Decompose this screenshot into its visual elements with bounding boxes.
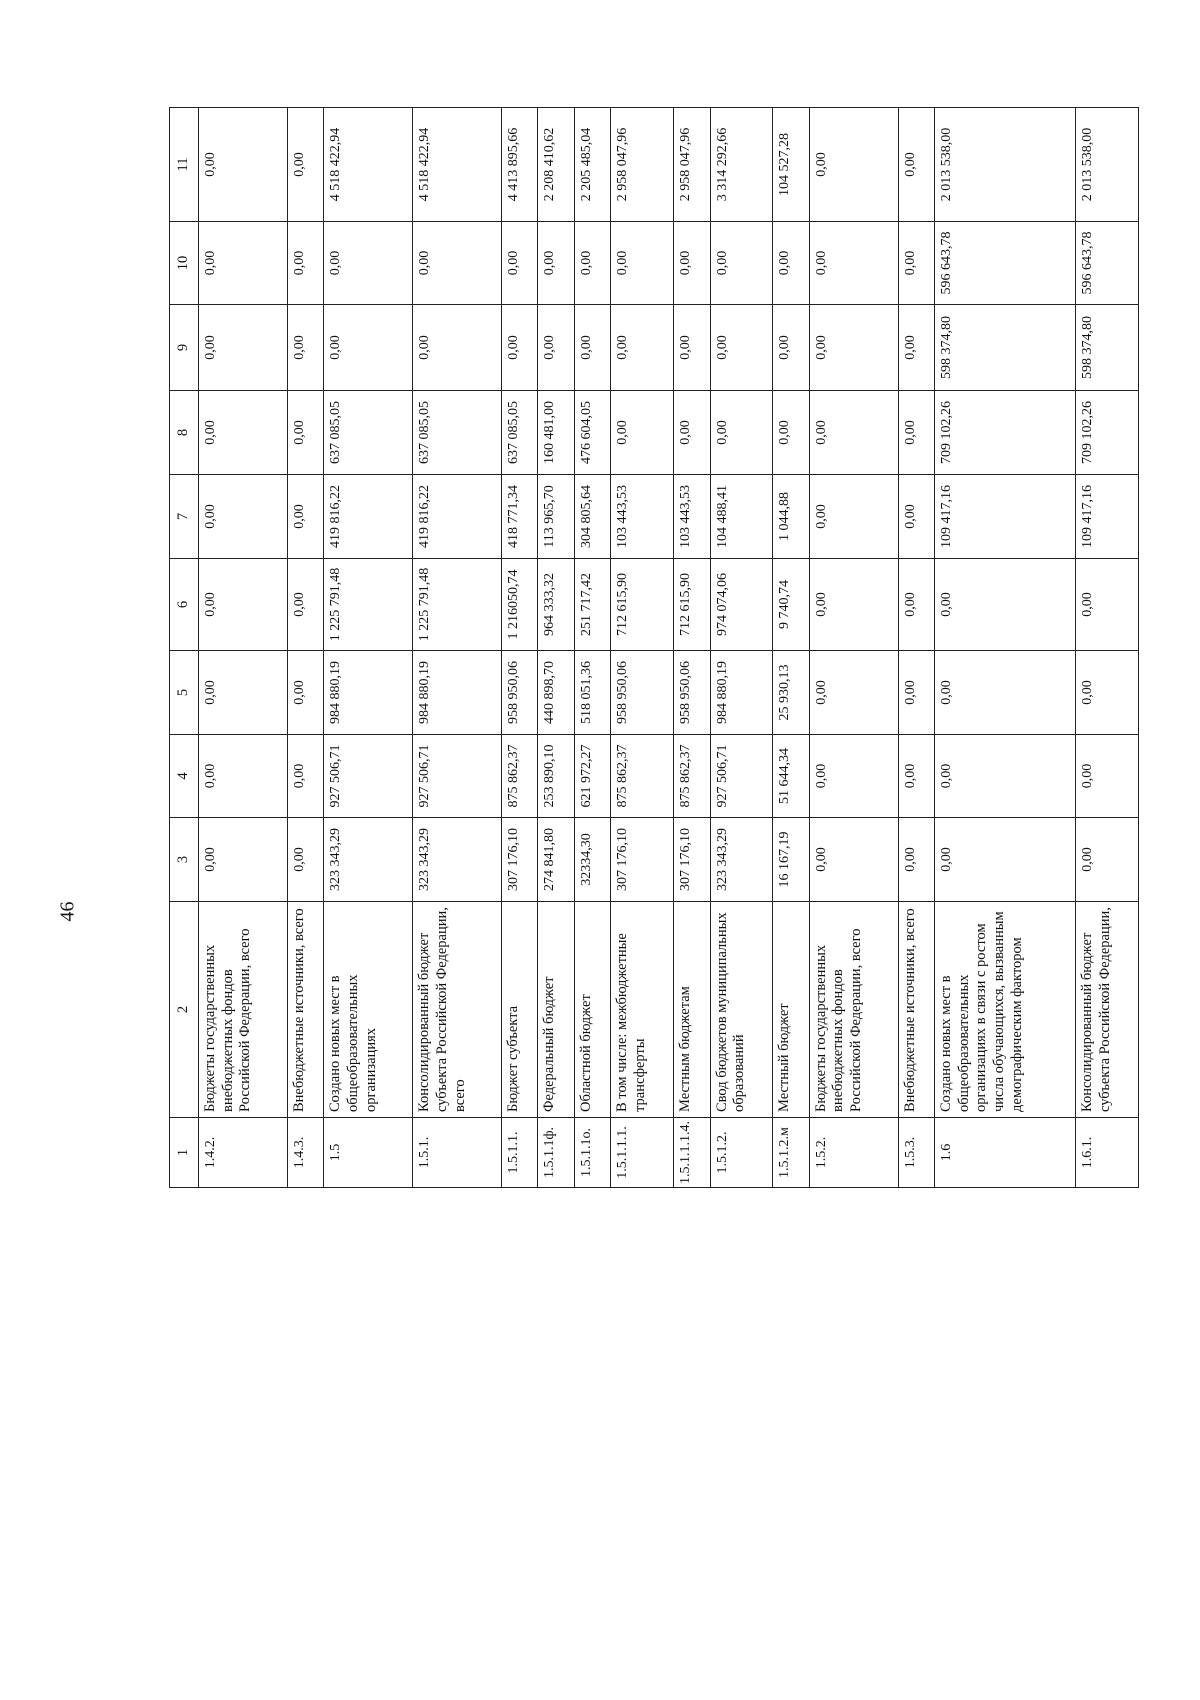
table-cell-value: 875 862,37: [501, 735, 538, 818]
row-name: Внебюджетные источники, всего: [287, 902, 324, 1118]
table-cell-value: 958 950,06: [501, 651, 538, 735]
table-cell-value: 304 805,64: [574, 475, 611, 559]
table-cell-value: 984 880,19: [710, 651, 773, 735]
table-cell-value: 984 880,19: [413, 651, 502, 735]
column-header: 4: [170, 735, 199, 818]
table-cell-value: 0,00: [898, 651, 935, 735]
table-cell-value: 0,00: [199, 651, 288, 735]
table-cell-value: 598 374,80: [1076, 305, 1139, 391]
table-cell-value: 160 481,00: [538, 391, 575, 475]
row-code: 1.5.3.: [898, 1118, 935, 1188]
row-name: Федеральный бюджет: [538, 902, 575, 1118]
row-code: 1.5: [324, 1118, 413, 1188]
table-cell-value: 1 225 791,48: [413, 559, 502, 651]
table-row: [538, 108, 575, 1188]
table-cell-value: 0,00: [287, 222, 324, 305]
table-row: [324, 108, 413, 1188]
row-code: 1.5.1.1ф.: [538, 1118, 575, 1188]
table-cell-value: 51 644,34: [773, 735, 810, 818]
row-code: 1.5.1.1.: [501, 1118, 538, 1188]
row-code: 1.5.1.1.1.: [611, 1118, 674, 1188]
table-cell-value: 0,00: [935, 818, 1076, 902]
table-cell-value: 709 102,26: [1076, 391, 1139, 475]
table-cell-value: 875 862,37: [611, 735, 674, 818]
table-cell-value: 4 518 422,94: [413, 108, 502, 222]
table-cell-value: 518 051,36: [574, 651, 611, 735]
table-cell-value: 0,00: [1076, 735, 1139, 818]
table-cell-value: 709 102,26: [935, 391, 1076, 475]
rotated-table-container: [169, 108, 1139, 1188]
table-cell-value: 0,00: [287, 818, 324, 902]
table-cell-value: 0,00: [611, 305, 674, 391]
table-cell-value: 0,00: [287, 305, 324, 391]
table-cell-value: 0,00: [710, 391, 773, 475]
table-cell-value: 0,00: [287, 559, 324, 651]
table-cell-value: 0,00: [674, 391, 711, 475]
table-cell-value: 103 443,53: [611, 475, 674, 559]
table-cell-value: 274 841,80: [538, 818, 575, 902]
table-cell-value: 0,00: [710, 305, 773, 391]
row-name: Местным бюджетам: [674, 902, 711, 1118]
table-cell-value: 2 958 047,96: [611, 108, 674, 222]
table-cell-value: 0,00: [898, 391, 935, 475]
table-row: [898, 108, 935, 1188]
table-row: [611, 108, 674, 1188]
column-header: 8: [170, 391, 199, 475]
table-cell-value: 974 074,06: [710, 559, 773, 651]
table-cell-value: 307 176,10: [501, 818, 538, 902]
table-cell-value: 2 958 047,96: [674, 108, 711, 222]
table-cell-value: 2 208 410,62: [538, 108, 575, 222]
table-cell-value: 637 085,05: [413, 391, 502, 475]
table-cell-value: 307 176,10: [674, 818, 711, 902]
table-cell-value: 637 085,05: [324, 391, 413, 475]
table-cell-value: 0,00: [413, 305, 502, 391]
table-cell-value: 0,00: [1076, 559, 1139, 651]
table-cell-value: 0,00: [898, 735, 935, 818]
table-cell-value: 0,00: [898, 475, 935, 559]
table-cell-value: 4 518 422,94: [324, 108, 413, 222]
column-header: 1: [170, 1118, 199, 1188]
table-cell-value: 0,00: [611, 391, 674, 475]
table-cell-value: 113 965,70: [538, 475, 575, 559]
row-code: 1.6.1.: [1076, 1118, 1139, 1188]
row-code: 1.4.2.: [199, 1118, 288, 1188]
table-cell-value: 323 343,29: [413, 818, 502, 902]
table-cell-value: 103 443,53: [674, 475, 711, 559]
column-header: 11: [170, 108, 199, 222]
row-name: Бюджеты государственных внебюджетных фондов Российской Федерации, всего: [809, 902, 898, 1118]
table-cell-value: 712 615,90: [674, 559, 711, 651]
table-cell-value: 0,00: [199, 391, 288, 475]
table-row: [674, 108, 711, 1188]
table-cell-value: 0,00: [898, 305, 935, 391]
table-row: [574, 108, 611, 1188]
table-cell-value: 964 333,32: [538, 559, 575, 651]
table-cell-value: 2 013 538,00: [1076, 108, 1139, 222]
table-cell-value: 0,00: [935, 559, 1076, 651]
table-row: [773, 108, 810, 1188]
table-cell-value: 0,00: [809, 475, 898, 559]
table-cell-value: 0,00: [287, 475, 324, 559]
table-cell-value: 1 044,88: [773, 475, 810, 559]
table-cell-value: 253 890,10: [538, 735, 575, 818]
row-code: 1.5.1.1о.: [574, 1118, 611, 1188]
table-cell-value: 0,00: [674, 305, 711, 391]
table-cell-value: 0,00: [538, 222, 575, 305]
table-cell-value: 32334,30: [574, 818, 611, 902]
table-cell-value: 0,00: [809, 108, 898, 222]
table-cell-value: 0,00: [809, 222, 898, 305]
table-cell-value: 0,00: [935, 735, 1076, 818]
table-cell-value: 109 417,16: [1076, 475, 1139, 559]
table-cell-value: 621 972,27: [574, 735, 611, 818]
table-cell-value: 0,00: [710, 222, 773, 305]
table-cell-value: 0,00: [809, 735, 898, 818]
column-header: 6: [170, 559, 199, 651]
table-cell-value: 0,00: [1076, 651, 1139, 735]
table-cell-value: 0,00: [898, 559, 935, 651]
table-cell-value: 927 506,71: [413, 735, 502, 818]
column-header: 7: [170, 475, 199, 559]
table-cell-value: 4 413 895,66: [501, 108, 538, 222]
row-name: Консолидированный бюджет субъекта Российской Федерации,: [1076, 902, 1139, 1118]
table-cell-value: 0,00: [501, 305, 538, 391]
row-name: Создано новых мест в общеобразовательных организациях в связи с ростом числа обучающихся, вызванным демографическим фактором: [935, 902, 1076, 1118]
table-cell-value: 0,00: [199, 818, 288, 902]
table-row: [809, 108, 898, 1188]
row-name: Бюджет субъекта: [501, 902, 538, 1118]
table-cell-value: 3 314 292,66: [710, 108, 773, 222]
table-cell-value: 0,00: [898, 222, 935, 305]
table-cell-value: 0,00: [287, 735, 324, 818]
table-cell-value: 596 643,78: [935, 222, 1076, 305]
table-cell-value: 0,00: [287, 391, 324, 475]
table-cell-value: 927 506,71: [324, 735, 413, 818]
row-code: 1.6: [935, 1118, 1076, 1188]
table-row: [287, 108, 324, 1188]
table-cell-value: 323 343,29: [710, 818, 773, 902]
table-cell-value: 598 374,80: [935, 305, 1076, 391]
table-cell-value: 958 950,06: [611, 651, 674, 735]
table-cell-value: 104 488,41: [710, 475, 773, 559]
header-row: [170, 108, 199, 1188]
row-code: 1.4.3.: [287, 1118, 324, 1188]
table-cell-value: 0,00: [611, 222, 674, 305]
table-cell-value: 0,00: [935, 651, 1076, 735]
column-header: 5: [170, 651, 199, 735]
table-cell-value: 0,00: [674, 222, 711, 305]
table-cell-value: 927 506,71: [710, 735, 773, 818]
row-code: 1.5.1.2.м: [773, 1118, 810, 1188]
table-cell-value: 440 898,70: [538, 651, 575, 735]
table-cell-value: 419 816,22: [324, 475, 413, 559]
column-header: 2: [170, 902, 199, 1118]
table-cell-value: 2 205 485,04: [574, 108, 611, 222]
table-cell-value: 958 950,06: [674, 651, 711, 735]
table-cell-value: 0,00: [809, 818, 898, 902]
table-cell-value: 0,00: [324, 222, 413, 305]
table-cell-value: 9 740,74: [773, 559, 810, 651]
row-code: 1.5.1.: [413, 1118, 502, 1188]
table-row: [413, 108, 502, 1188]
table-cell-value: 109 417,16: [935, 475, 1076, 559]
table-cell-value: 476 604,05: [574, 391, 611, 475]
budget-table: [169, 107, 1139, 1188]
table-cell-value: 307 176,10: [611, 818, 674, 902]
table-cell-value: 0,00: [1076, 818, 1139, 902]
table-cell-value: 875 862,37: [674, 735, 711, 818]
row-code: 1.5.1.1.1.4.: [674, 1118, 711, 1188]
row-name: Создано новых мест в общеобразовательных организациях: [324, 902, 413, 1118]
table-cell-value: 0,00: [324, 305, 413, 391]
table-cell-value: 0,00: [287, 108, 324, 222]
table-cell-value: 0,00: [199, 222, 288, 305]
table-cell-value: 0,00: [898, 108, 935, 222]
table-cell-value: 596 643,78: [1076, 222, 1139, 305]
column-header: 9: [170, 305, 199, 391]
table-cell-value: 0,00: [809, 391, 898, 475]
table-cell-value: 0,00: [538, 305, 575, 391]
page-number: 46: [56, 901, 79, 922]
table-cell-value: 104 527,28: [773, 108, 810, 222]
table-cell-value: 0,00: [574, 305, 611, 391]
row-code: 1.5.2.: [809, 1118, 898, 1188]
table-cell-value: 0,00: [773, 305, 810, 391]
table-cell-value: 0,00: [199, 559, 288, 651]
table-cell-value: 0,00: [413, 222, 502, 305]
table-row: [935, 108, 1076, 1188]
table-cell-value: 1 225 791,48: [324, 559, 413, 651]
table-cell-value: 0,00: [199, 735, 288, 818]
table-row: [501, 108, 538, 1188]
table-cell-value: 0,00: [199, 108, 288, 222]
table-cell-value: 25 930,13: [773, 651, 810, 735]
row-name: Свод бюджетов муниципальных образований: [710, 902, 773, 1118]
row-code: 1.5.1.2.: [710, 1118, 773, 1188]
table-row: [199, 108, 288, 1188]
table-cell-value: 712 615,90: [611, 559, 674, 651]
table-cell-value: 984 880,19: [324, 651, 413, 735]
row-name: Бюджеты государственных внебюджетных фондов Российской Федерации, всего: [199, 902, 288, 1118]
table-cell-value: 2 013 538,00: [935, 108, 1076, 222]
table-row: [1076, 108, 1139, 1188]
table-cell-value: 0,00: [574, 222, 611, 305]
table-cell-value: 0,00: [199, 475, 288, 559]
row-name: Местный бюджет: [773, 902, 810, 1118]
table-cell-value: 251 717,42: [574, 559, 611, 651]
table-cell-value: 418 771,34: [501, 475, 538, 559]
table-cell-value: 0,00: [287, 651, 324, 735]
table-cell-value: 0,00: [809, 305, 898, 391]
table-cell-value: 0,00: [501, 222, 538, 305]
table-cell-value: 1 216050,74: [501, 559, 538, 651]
table-cell-value: 0,00: [773, 391, 810, 475]
table-cell-value: 0,00: [898, 818, 935, 902]
table-cell-value: 0,00: [809, 651, 898, 735]
row-name: Консолидированный бюджет субъекта Российской Федерации, всего: [413, 902, 502, 1118]
table-row: [710, 108, 773, 1188]
table-cell-value: 419 816,22: [413, 475, 502, 559]
row-name: Внебюджетные источники, всего: [898, 902, 935, 1118]
table-cell-value: 0,00: [199, 305, 288, 391]
row-name: Областной бюджет: [574, 902, 611, 1118]
row-name: В том числе: межбюджетные трансферты: [611, 902, 674, 1118]
table-cell-value: 16 167,19: [773, 818, 810, 902]
table-cell-value: 0,00: [773, 222, 810, 305]
table-cell-value: 0,00: [809, 559, 898, 651]
column-header: 10: [170, 222, 199, 305]
table-cell-value: 637 085,05: [501, 391, 538, 475]
table-cell-value: 323 343,29: [324, 818, 413, 902]
column-header: 3: [170, 818, 199, 902]
